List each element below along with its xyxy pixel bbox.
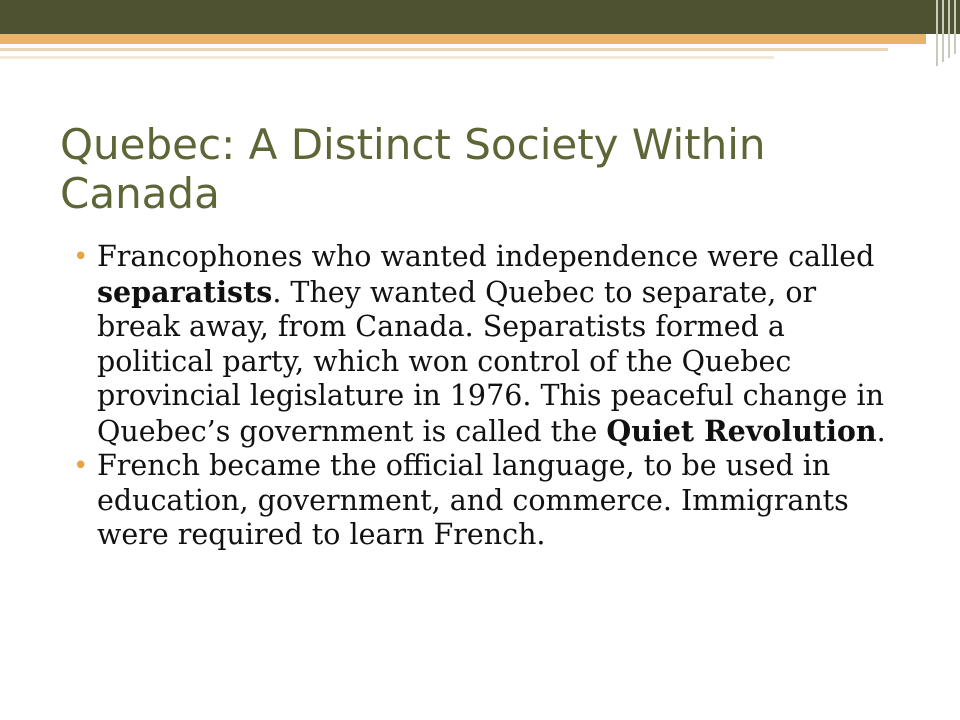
bullet-text: French became the official language, to be used in education, government, and commerce. Immigrants were required to learn French. [97, 449, 849, 551]
bullet-text: . [876, 414, 886, 448]
slide-title: Quebec: A Distinct Society Within Canada [60, 120, 766, 218]
top-faded-stripe [0, 56, 774, 59]
top-thin-stripe [0, 48, 888, 51]
decorative-vertical-line [942, 0, 944, 62]
bullet-item [73, 449, 893, 553]
bullet-text: . They wanted Quebec to separate, or break away, from Canada. Separatists formed a political party, which won control of the Quebec provincial legislature in 1976. This peaceful change in Quebec’s government is called the [97, 275, 884, 448]
top-decorative-band [0, 0, 960, 34]
decorative-vertical-line [954, 0, 956, 54]
bullet-icon: • [73, 242, 89, 272]
bullet-text: Francophones who wanted independence were called [97, 240, 875, 273]
decorative-vertical-line [948, 0, 950, 58]
bullet-icon: • [73, 451, 89, 481]
bold-term-separatists: separatists [97, 274, 273, 309]
bullet-item [73, 240, 893, 449]
bullet-list [73, 240, 893, 553]
bold-term-quiet-revolution: Quiet Revolution [606, 413, 877, 448]
top-accent-stripe [0, 34, 926, 44]
decorative-vertical-line [936, 0, 938, 66]
